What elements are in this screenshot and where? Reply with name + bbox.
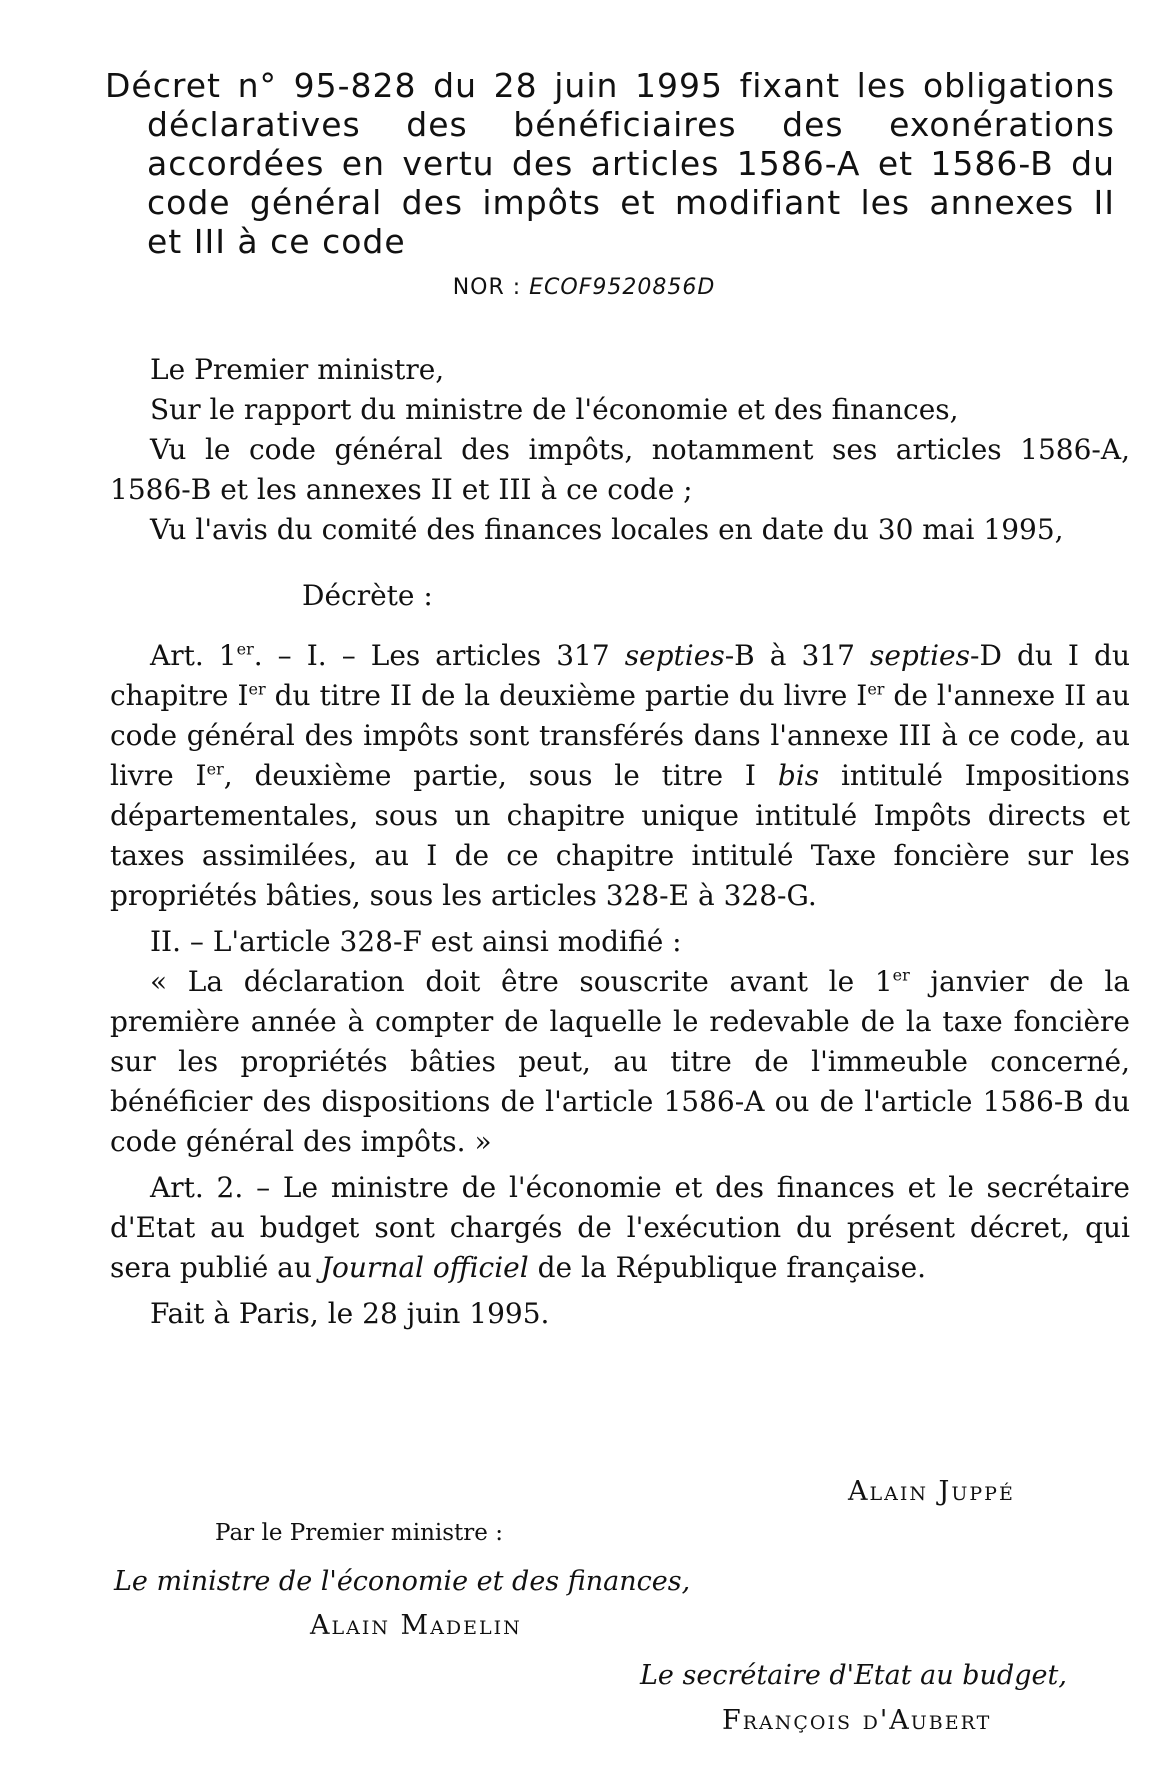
title-line: code général des impôts et modifiant les annexes II — [147, 183, 1115, 222]
preamble-line: Le Premier ministre, — [150, 353, 445, 386]
nor-reference — [0, 275, 1168, 300]
nor-code: ECOF9520856D — [529, 275, 716, 300]
nor-label: NOR : — [452, 275, 522, 300]
article-1-ii-quote: « La déclaration doit être souscrite avant le 1er janvier de la première année à compter de laquelle le redevable de la taxe foncière sur les propriétés bâties peut, au titre de l'immeuble concerné, bénéficier des dispositions de l'article 1586-A ou de l'article 1586-B du code général des impôts. » — [110, 965, 1130, 1158]
decree-title — [105, 66, 1115, 261]
prime-minister-signature: Alain Juppé — [848, 1476, 1015, 1507]
signed-place-date: Fait à Paris, le 28 juin 1995. — [150, 1297, 550, 1330]
budget-secretary-title: Le secrétaire d'Etat au budget, — [640, 1660, 1067, 1691]
title-line: déclaratives des bénéficiaires des exonérations — [147, 105, 1115, 144]
article-1: Art. 1er. – I. – Les articles 317 septies-B à 317 septies-D du I du chapitre Ier du titre II de la deuxième partie du livre Ier de l'annexe II au code général des impôts sont transférés dans l'annexe III à ce code, au livre Ier, deuxième partie, sous le titre I bis intitulé Impositions départementales, sous un chapitre unique intitulé Impôts directs et taxes assimilées, au I de ce chapitre intitulé Taxe foncière sur les propriétés bâties, sous les articles 328-E à 328-G. — [110, 639, 1130, 912]
article-1-ii-intro: II. – L'article 328-F est ainsi modifié : — [150, 925, 682, 958]
title-line: accordées en vertu des articles 1586-A et 1586-B du — [147, 144, 1115, 183]
decrete-heading: Décrète : — [302, 579, 433, 612]
minister-economy-signature: Alain Madelin — [310, 1610, 522, 1641]
title-line: Décret n° 95-828 du 28 juin 1995 fixant les obligations — [105, 66, 1115, 105]
preamble-line: Vu le code général des impôts, notamment ses articles 1586-A, 1586-B et les annexes II et III à ce code ; — [110, 433, 1130, 506]
preamble-line: Vu l'avis du comité des finances locales en date du 30 mai 1995, — [150, 513, 1064, 546]
preamble-line: Sur le rapport du ministre de l'économie et des finances, — [150, 393, 959, 426]
minister-economy-title: Le ministre de l'économie et des finances, — [114, 1566, 691, 1597]
countersign-intro: Par le Premier ministre : — [215, 1520, 503, 1546]
title-line: et III à ce code — [147, 222, 406, 261]
article-2: Art. 2. – Le ministre de l'économie et des finances et le secrétaire d'Etat au budget sont chargés de l'exécution du présent décret, qui sera publié au Journal officiel de la République française. — [110, 1171, 1130, 1284]
budget-secretary-signature: François d'Aubert — [722, 1705, 992, 1736]
decree-body — [110, 350, 1130, 1334]
